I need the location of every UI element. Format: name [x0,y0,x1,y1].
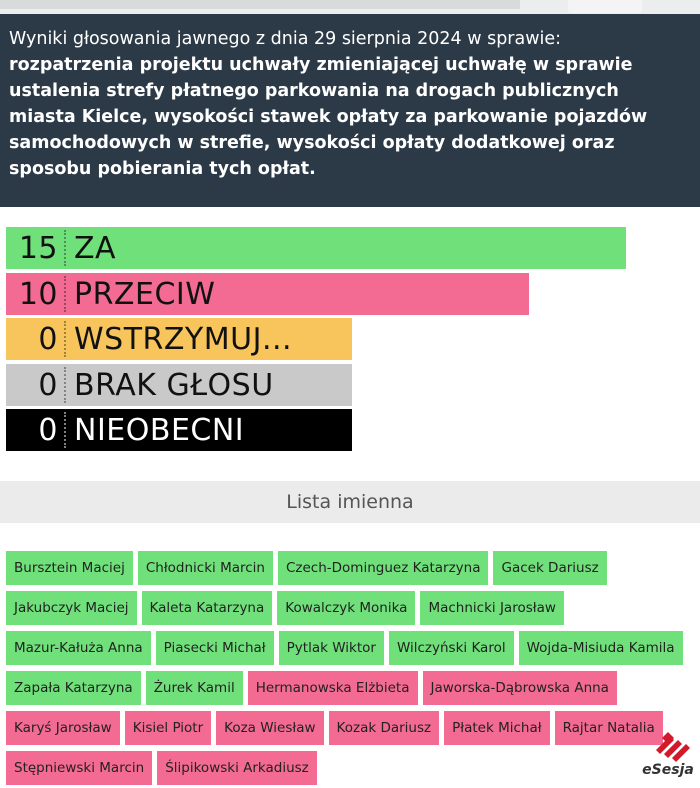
result-count-za: 15 [18,230,58,266]
name-tile-przeciw: Ślipikowski Arkadiusz [157,751,317,785]
name-tile-za: Chłodnicki Marcin [138,551,273,585]
name-tile-za: Czech-Dominguez Katarzyna [278,551,489,585]
result-bar-przeciw [6,273,529,315]
name-tile-za: Pytlak Wiktor [279,631,384,665]
result-label-za: ZA [74,230,117,266]
result-bar-wstrzymujacy [6,318,352,360]
vote-subject: rozpatrzenia projektu uchwały zmieniającej uchwałę w sprawie ustalenia strefy płatnego parkowania na drogach publicznych miasta Kielce, wysokości stawek opłaty za parkowanie pojazdów samochodowych w strefie, wysokości opłaty dodatkowej oraz sposobu pobierania tych opłat. [9,55,648,179]
result-separator [64,276,66,312]
result-label-wstrzymujacy: WSTRZYMUJ... [74,321,293,357]
name-tile-za: Wojda-Misiuda Kamila [519,631,683,665]
name-tile-przeciw: Stępniewski Marcin [6,751,152,785]
top-strip [0,0,700,14]
name-tile-za: Wilczyński Karol [389,631,514,665]
name-tile-za: Żurek Kamil [146,671,243,705]
name-tile-za: Zapała Katarzyna [6,671,141,705]
logo-text: eSesja [642,762,694,778]
vote-header [0,14,700,207]
result-count-przeciw: 10 [18,276,58,312]
list-title: Lista imienna [0,481,700,523]
name-tile-za: Jakubczyk Maciej [6,591,137,625]
name-tile-za: Machnicki Jarosław [420,591,563,625]
name-tile-przeciw: Rajtar Natalia [555,711,663,745]
result-bar-za [6,227,626,269]
name-tile-przeciw: Koza Wiesław [216,711,323,745]
name-tile-przeciw: Kozak Dariusz [329,711,440,745]
name-tile-przeciw: Płatek Michał [444,711,549,745]
name-tile-przeciw: Karyś Jarosław [6,711,120,745]
name-tile-za: Kowalczyk Monika [277,591,415,625]
result-separator [64,230,66,266]
name-tile-za: Bursztein Maciej [6,551,133,585]
name-tile-przeciw: Hermanowska Elżbieta [248,671,418,705]
result-separator [64,412,66,448]
top-strip-tab [568,0,642,13]
logo-mark-icon [652,728,692,762]
result-separator [64,321,66,357]
result-label-nieobecni: NIEOBECNI [74,412,245,448]
name-tile-przeciw: Kisiel Piotr [125,711,211,745]
result-count-nieobecni: 0 [38,412,58,448]
name-tile-za: Gacek Dariusz [493,551,606,585]
result-label-przeciw: PRZECIW [74,276,216,312]
result-count-wstrzymujacy: 0 [38,321,58,357]
result-label-brak-glosu: BRAK GŁOSU [74,367,274,403]
result-bar-nieobecni [6,409,352,451]
result-separator [64,367,66,403]
top-strip-left [0,0,520,9]
result-bar-brak-glosu [6,364,352,406]
vote-intro: Wyniki głosowania jawnego z dnia 29 sierpnia 2024 w sprawie: [9,29,562,49]
result-count-brak-glosu: 0 [38,367,58,403]
name-tile-przeciw: Jaworska-Dąbrowska Anna [423,671,617,705]
name-tile-za: Piasecki Michał [156,631,274,665]
esesja-logo [640,728,696,786]
name-tile-za: Kaleta Katarzyna [142,591,273,625]
name-tile-za: Mazur-Kałuża Anna [6,631,151,665]
name-list [6,551,696,785]
